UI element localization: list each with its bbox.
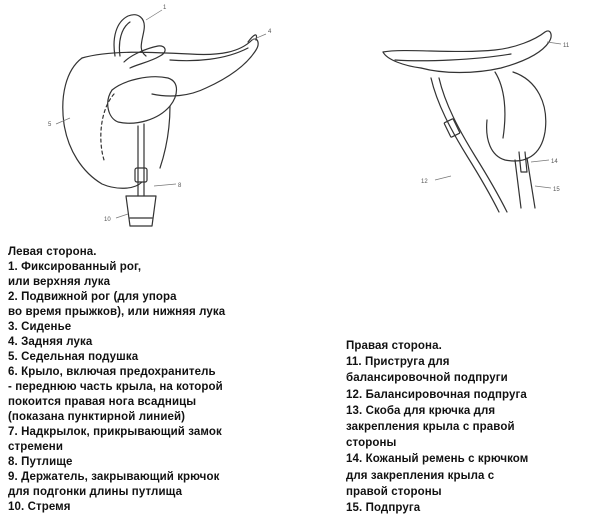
hook-strap: [519, 152, 527, 172]
callout-1: 1: [163, 5, 167, 11]
left-legend-line: 9. Держатель, закрывающий крючок: [8, 471, 220, 483]
left-legend-line: 3. Сиденье: [8, 321, 72, 333]
saddle-wing: [108, 77, 177, 123]
callout-15: 15: [553, 187, 560, 193]
stirrup-iron: [126, 196, 156, 226]
left-saddle-figure: [20, 0, 300, 240]
left-legend-line: 1. Фиксированный рог,: [8, 261, 142, 273]
left-legend-line: 8. Путлище: [8, 456, 73, 468]
left-legend-line: 5. Седельная подушка: [8, 351, 139, 363]
balance-girth: [431, 78, 499, 212]
left-legend-line: покоится правая нога всадницы: [8, 396, 197, 408]
right-saddle-panel: [487, 72, 546, 161]
callout-8: 8: [178, 183, 182, 189]
right-legend-heading: Правая сторона.: [346, 340, 442, 352]
right-legend-line: 14. Кожаный ремень с крючком: [346, 453, 529, 466]
callout-5: 5: [48, 122, 52, 128]
right-legend-line: стороны: [346, 437, 397, 450]
left-legend-line: во время прыжков), или нижняя лука: [8, 306, 226, 318]
callout-4: 4: [268, 29, 272, 35]
leather-keeper: [135, 168, 147, 182]
right-legend-line: 13. Скоба для крючка для: [346, 404, 496, 417]
right-saddle-figure: [335, 8, 585, 223]
left-legend-line: - переднюю часть крыла, на которой: [8, 381, 223, 393]
left-legend-heading: Левая сторона.: [8, 246, 97, 258]
left-legend-line: для подгонки длины путлища: [8, 486, 183, 498]
callout-10: 10: [104, 217, 111, 223]
left-legend-line: 10. Стремя: [8, 501, 71, 513]
right-side-legend: [346, 338, 596, 516]
right-legend-line: закрепления крыла с правой: [346, 421, 515, 434]
right-legend-line: 15. Подпруга: [346, 502, 421, 515]
saddle-seat: [82, 39, 258, 96]
right-legend-line: 11. Приструга для: [346, 356, 450, 369]
left-legend-line: 7. Надкрылок, прикрывающий замок: [8, 426, 222, 438]
left-saddle-drawing: [20, 0, 300, 240]
callout-11: 11: [563, 43, 570, 49]
left-side-legend: [8, 245, 308, 515]
girth-buckle: [444, 119, 460, 138]
leaping-horn: [124, 46, 165, 68]
right-legend-line: 12. Балансировочная подпруга: [346, 388, 527, 401]
left-legend-line: или верхняя лука: [8, 276, 111, 288]
right-legend-line: балансировочной подпруги: [346, 372, 508, 385]
right-saddle-drawing: [335, 8, 585, 223]
left-legend-line: 6. Крыло, включая предохранитель: [8, 366, 216, 378]
callout-14: 14: [551, 159, 558, 165]
right-legend-line: для закрепления крыла с: [346, 469, 495, 482]
right-legend-line: правой стороны: [346, 485, 442, 498]
callout-12: 12: [421, 179, 428, 185]
left-legend-line: (показана пунктирной линией): [8, 411, 186, 423]
left-legend-line: 4. Задняя лука: [8, 336, 93, 348]
left-legend-line: стремени: [8, 441, 64, 453]
left-legend-line: 2. Подвижной рог (для упора: [8, 291, 177, 303]
